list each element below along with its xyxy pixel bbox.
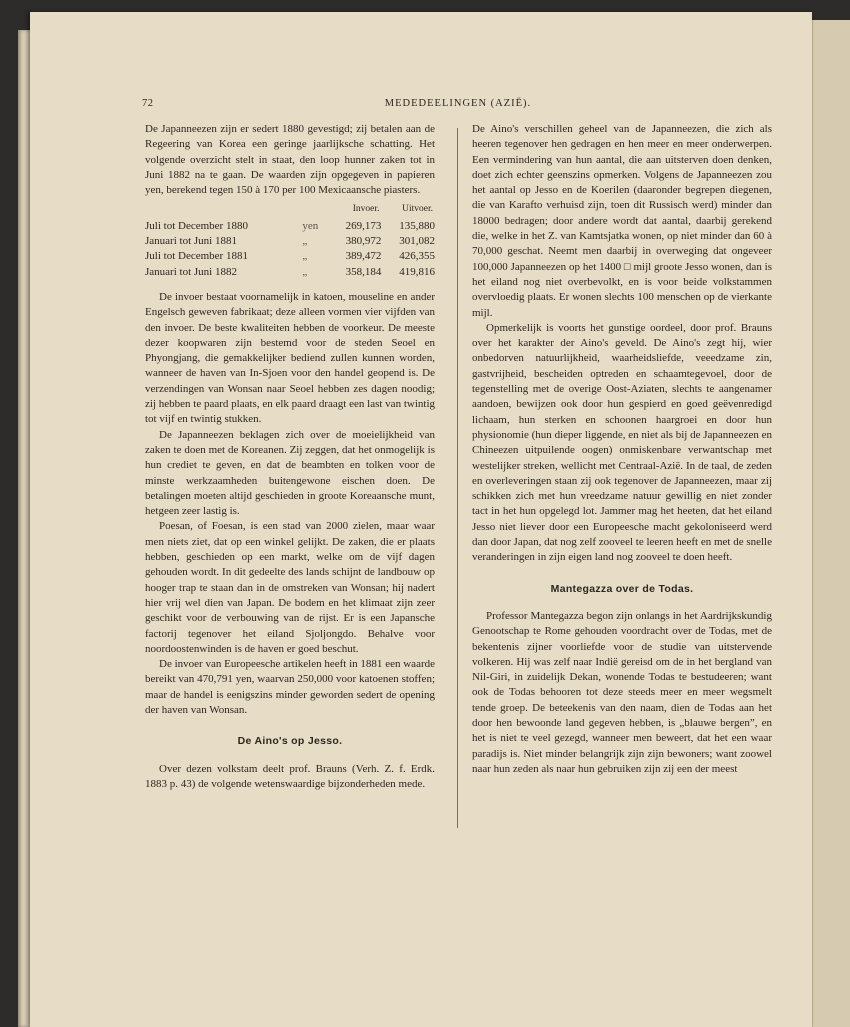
paragraph-intro: De Japanneezen zijn er sedert 1880 gevestigd; zij betalen aan de Regeering van Korea een geringe jaarlijksche schatting. Het volgende overzicht stelt in staat, den loop hunner zaken tot in Juni 1882 na te gaan. De waarden zijn opgegeven in papieren yen, berekend tegen 150 à 170 per 100 Mexicaansche piasters. bbox=[145, 123, 435, 197]
paragraph-invoer: De invoer bestaat voornamelijk in katoen, mouseline en ander Engelsch geweven fabrikaat; deze alleen vormen vier vijfden van den invoer. De beste kwaliteiten hebben de voorkeur. De meeste dezer koopwaren zijn bestemd voor de steden Seoel en Phyongjang, die gemakkelijker bediend zullen kunnen worden, wanneer de haven van In-Sjoen voor den handel geopend is. De verzendingen van Wonsan naar Seoel hebben zes dagen noodig; zij hebben te paard plaats, en elk paard draagt een last van twintig tot vijf en twintig stukken. bbox=[145, 290, 435, 426]
page-number: 72 bbox=[142, 98, 154, 109]
paragraph-aino-karakter: Opmerkelijk is voorts het gunstige oordeel, door prof. Brauns over het karakter der Aino's geveld. De Aino's zegt hij, wier onbedorven natuurlijkheid, waarheidsliefde, veeedzame zin, gastvrijheid, bescheiden optreden en schaamtegevoel, door de tegenstelling met de overige Oost-Aziaten, slechts te aangenamer aandoen, bewijzen ook door hun gespierd en goed geëvenredigd lichaam, hun sterken en schoonen haargroei en door hun physionomie (hun dieper liggende, en niet als bij de Japanneezen en Chineezen uitpuilende oogen) onmiskenbare verwantschap met westelijker streken, wellicht met Centraal-Azië. In de taal, de zeden en overleveringen staan zij ook tegenover de Japanneezen, maar zij schikken zich met hun vreedzame natuur gewillig en niet zonder tact in het hun opgelegd lot. Jammer mag het heeten, dat het eiland Jesso niet liever door een Europeesche macht gekoloniseerd werd dan door Japan, dat nog zelf zooveel te leeren heeft en met de snelle veranderingen in zijn eigen land nog zooveel te doen heeft. bbox=[472, 321, 772, 564]
row-period: Januari tot Juni 1881 bbox=[145, 235, 237, 248]
row-uitvoer: 135,880 bbox=[399, 219, 435, 232]
row-period: Juli tot December 1880 bbox=[145, 219, 248, 232]
right-column bbox=[472, 122, 772, 777]
adjacent-page-edge bbox=[812, 20, 850, 1027]
paragraph-poesan: Poesan, of Foesan, is een stad van 2000 zielen, maar waar men niets ziet, dat op een winkel gelijkt. De zaken, die er plaats hebben, geschieden op een markt, welke om de vijf dagen gehouden wordt. In dit gedeelte des lands schijnt de landbouw op hooger trap te staan dan in de omstreken van Wonsan; hij nadert hier vrij wel dien van Japan. De bodem en het klimaat zijn zeer geschikt voor de verbouwing van de rijst. Er is een Japansche factorij tegenover het eiland Sjoljongdo. Behalve voor noordoostenwinden is de haven er goed beschut. bbox=[145, 520, 435, 655]
table-row bbox=[145, 219, 435, 234]
row-invoer: 358,184 bbox=[345, 265, 382, 278]
table-row bbox=[145, 265, 435, 280]
column-divider bbox=[457, 128, 458, 828]
trade-table bbox=[145, 202, 435, 279]
row-unit: yen bbox=[302, 219, 319, 232]
paragraph-klachten: De Japanneezen beklagen zich over de moeielijkheid van zaken te doen met de Koreanen. Zij zeggen, dat het onmogelijk is hun crediet te geven, en dat de beambten en tolken voor de minste werkzaamheden buitengewone eischen doen. De betalingen moeten altijd geschieden in groote Koreaansche munt, hetgeen zeer lastig is. bbox=[145, 428, 435, 518]
section-heading-todas: Mantegazza over de Todas. bbox=[550, 582, 694, 595]
paragraph-mantegazza: Professor Mantegazza begon zijn onlangs in het Aardrijkskundig Genootschap te Rome gehouden voordracht over de Todas, met de bekentenis zijner voorliefde voor de studie van uitstervende volkeren. Hij was zelf naar Indië gereisd om de in het bergland van Nil-Giri, in zuidelijk Dekan, wonende Todas te bestudeeren; want ook de Todas behooren tot deze steeds meer en meer wegsmelt tende groep. De beteekenis van den naam, dien de Todas aan het door hen bewoonde land gegeven hebben, is „blauwe bergen”, en het is niet te veel gezegd, wanneer men beweert, dat het een waar paradijs is. Niet minder belangrijk zijn zijn bewoners; want zoowel naar hun zeden als naar hun gebruiken zijn zij een der meest bbox=[472, 609, 772, 775]
row-period: Juli tot December 1881 bbox=[145, 250, 248, 263]
row-unit: „ bbox=[302, 250, 308, 263]
row-invoer: 269,173 bbox=[345, 219, 382, 232]
paragraph-brauns: Over dezen volkstam deelt prof. Brauns (Verh. Z. f. Erdk. 1883 p. 43) de volgende wetenswaardige bijzonderheden mede. bbox=[145, 762, 435, 790]
row-uitvoer: 301,082 bbox=[399, 235, 435, 248]
trade-table-header bbox=[145, 202, 435, 218]
header-unit bbox=[299, 202, 327, 218]
row-uitvoer: 419,816 bbox=[399, 265, 435, 278]
paragraph-aino-verschil: De Aino's verschillen geheel van de Japanneezen, die zich als heeren tegenover hen gedragen en hen meer en meer onderwerpen. Een vermindering van hun aantal, die aan uitsterven doen denken, doet zich echter geenszins opmerken. Volgens de Japanneezen zou het aantal op Jesso en de Koerilen (daaronder begrepen diegenen, die van Karafto verhuisd zijn, toen dit Russisch werd) minder dan 18000 bedragen; door andere wordt dat aantal, daarbij gerekend die, welke in het Z. van Kamtsjatka wonen, op niet minder dan 60 à 70,000 geschat. Neemt men daarbij in overweging dat ongeveer 100,000 Japanneezen op het 1400 □ mijl groote Jesso wonen, dan is het eiland nog niet overbevolkt, en is voor beide volkstammen overvloedig plaats. Er wonen slechts 100 menschen op de vierkante mijl. bbox=[472, 123, 772, 319]
header-invoer: Invoer. bbox=[352, 204, 380, 215]
table-row bbox=[145, 249, 435, 264]
page-header bbox=[142, 98, 774, 114]
row-invoer: 389,472 bbox=[345, 250, 382, 263]
header-period bbox=[145, 202, 299, 218]
section-heading-aino: De Aino's op Jesso. bbox=[237, 735, 343, 748]
row-invoer: 380,972 bbox=[345, 235, 382, 248]
running-title: MEDEDEELINGEN (AZIË). bbox=[384, 98, 532, 109]
row-unit: „ bbox=[302, 235, 308, 248]
row-uitvoer: 426,355 bbox=[399, 250, 435, 263]
row-period: Januari tot Juni 1882 bbox=[145, 265, 237, 278]
table-row bbox=[145, 234, 435, 249]
row-unit: „ bbox=[302, 265, 308, 278]
header-uitvoer: Uitvoer. bbox=[402, 204, 433, 215]
paragraph-europeesche-invoer: De invoer van Europeesche artikelen heeft in 1881 een waarde bereikt van 470,791 yen, waarvan 250,000 voor katoenen stoffen; maar de handel is eenigszins minder geworden sedert de opening der haven van Wonsan. bbox=[145, 658, 435, 716]
left-column bbox=[145, 122, 435, 792]
